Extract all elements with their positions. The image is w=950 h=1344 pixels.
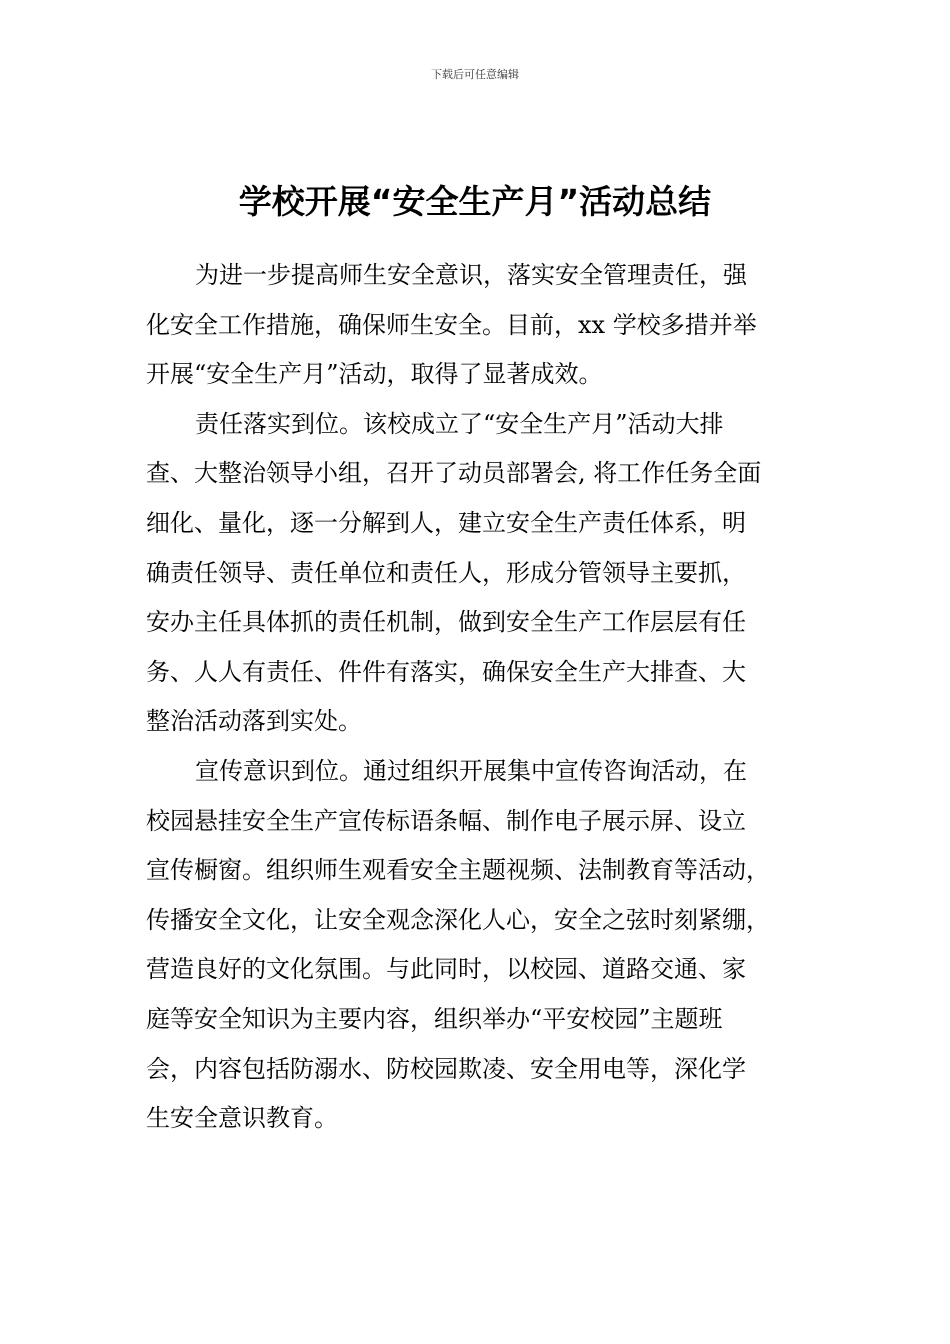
paragraph-line: 细化、量化，逐一分解到人，建立安全生产责任体系，明 [146,508,746,537]
paragraph-line: 会，内容包括防溺水、防校园欺凌、安全用电等，深化学 [146,1054,746,1083]
paragraph-line: 查、大整治领导小组，召开了动员部署会, 将工作任务全面 [146,459,762,488]
paragraph-2 [146,400,806,747]
paragraph-line: 宣传意识到位。通过组织开展集中宣传咨询活动，在 [195,756,747,785]
paragraph-line: 开展“安全生产月”活动，取得了显著成效。 [146,360,603,389]
paragraph-line: 安办主任具体抓的责任机制，做到安全生产工作层层有任 [146,608,746,637]
paragraph-line: 校园悬挂安全生产宣传标语条幅、制作电子展示屏、设立 [146,806,746,835]
paragraph-line: 整治活动落到实处。 [146,707,362,736]
document-body [146,251,806,1144]
document-title: 学校开展“安全生产月”活动总结 [238,182,712,221]
paragraph-line: 务、人人有责任、件件有落实，确保安全生产大排查、大 [146,657,746,686]
paragraph-line: 化安全工作措施，确保师生安全。目前，xx 学校多措并举 [146,310,757,339]
paragraph-line: 庭等安全知识为主要内容，组织举办“平安校园”主题班 [146,1004,723,1033]
paragraph-3 [146,747,806,1144]
paragraph-line: 宣传橱窗。组织师生观看安全主题视频、法制教育等活动， [146,856,770,885]
paragraph-1 [146,251,806,400]
paragraph-line: 传播安全文化，让安全观念深化人心，安全之弦时刻紧绷， [146,905,770,934]
header-note: 下载后可任意编辑 [431,68,519,81]
paragraph-line: 生安全意识教育。 [146,1104,338,1133]
paragraph-line: 为进一步提高师生安全意识，落实安全管理责任，强 [195,261,747,289]
paragraph-line: 责任落实到位。该校成立了“安全生产月”活动大排 [195,409,724,438]
paragraph-line: 营造良好的文化氛围。与此同时，以校园、道路交通、家 [146,955,746,984]
paragraph-line: 确责任领导、责任单位和责任人，形成分管领导主要抓， [146,558,746,587]
